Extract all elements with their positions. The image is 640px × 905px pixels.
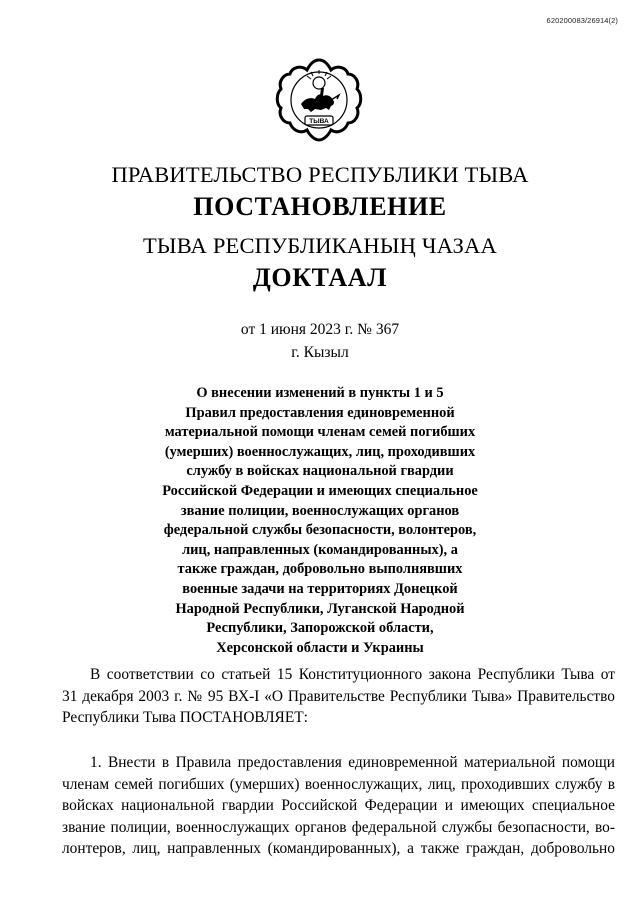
paragraph-line: членам семей погибших (умерших) военнослужащих, лиц, проходивших службу в <box>62 775 615 793</box>
paragraph-line: звание полиции, военнослужащих органов федеральной службы безопасности, во- <box>62 818 615 836</box>
heading-line: федеральной службы безопасности, волонтеров, <box>163 522 477 539</box>
paragraph-line: войсках национальной гвардии Российской Федерации и имеющих специальное <box>62 797 615 814</box>
heading-line: Народной Республики, Луганской Народной <box>175 600 465 617</box>
government-title-ru: ПРАВИТЕЛЬСТВО РЕСПУБЛИКИ ТЫВА <box>111 162 529 187</box>
heading-line: материальной помощи членам семей погибших <box>164 424 476 441</box>
heading-line: Республики, Запорожской области, <box>206 620 434 637</box>
heading-line: Российской Федерации и имеющих специальное <box>162 482 478 499</box>
document-type-tyv: ДОКТААЛ <box>252 263 388 292</box>
emblem-icon <box>271 52 367 148</box>
heading-line: лиц, направленных (командированных), а <box>182 541 458 558</box>
paragraph-line: В соответствии со статьей 15 Конституционного закона Республики Тыва от <box>90 666 615 683</box>
document-id: 620200083/26914(2) <box>546 16 618 25</box>
paragraph-line: лонтеров, лиц, направленных (командированных), а также граждан, добровольно <box>62 840 615 857</box>
heading-line: (умерших) военнослужащих, лиц, проходивших <box>164 443 476 460</box>
heading-line: Правил предоставления единовременной <box>185 404 455 421</box>
paragraph-line: Республики Тыва ПОСТАНОВЛЯЕТ: <box>62 709 308 726</box>
heading-line: также граждан, добровольно выполнявших <box>177 561 463 578</box>
city: г. Кызыл <box>291 344 349 361</box>
date-and-number: от 1 июня 2023 г. № 367 <box>240 321 400 338</box>
clause-1-paragraph <box>62 752 615 860</box>
heading-line: военные задачи на территориях Донецкой <box>182 580 458 597</box>
paragraph-line: 1. Внести в Правила предоставления единовременной материальной помощи <box>90 754 615 771</box>
preamble-paragraph <box>62 664 615 729</box>
government-title-tyv: ТЫВА РЕСПУБЛИКАНЫҢ ЧАЗАА <box>142 233 498 258</box>
heading-line: службу в войсках национальной гвардии <box>186 463 454 480</box>
resolution-heading <box>120 384 520 658</box>
heading-line: Херсонской области и Украины <box>216 639 424 656</box>
coat-of-arms-emblem <box>271 52 367 148</box>
paragraph-line: 31 декабря 2003 г. № 95 ВХ-I «О Правительстве Республики Тыва» Правительство <box>62 687 615 705</box>
heading-line: звание полиции, военнослужащих органов <box>180 502 460 519</box>
emblem-lettering: ТЫВА <box>309 118 329 125</box>
heading-line: О внесении изменений в пункты 1 и 5 <box>196 385 444 401</box>
document-type-ru: ПОСТАНОВЛЕНИЕ <box>193 192 447 221</box>
